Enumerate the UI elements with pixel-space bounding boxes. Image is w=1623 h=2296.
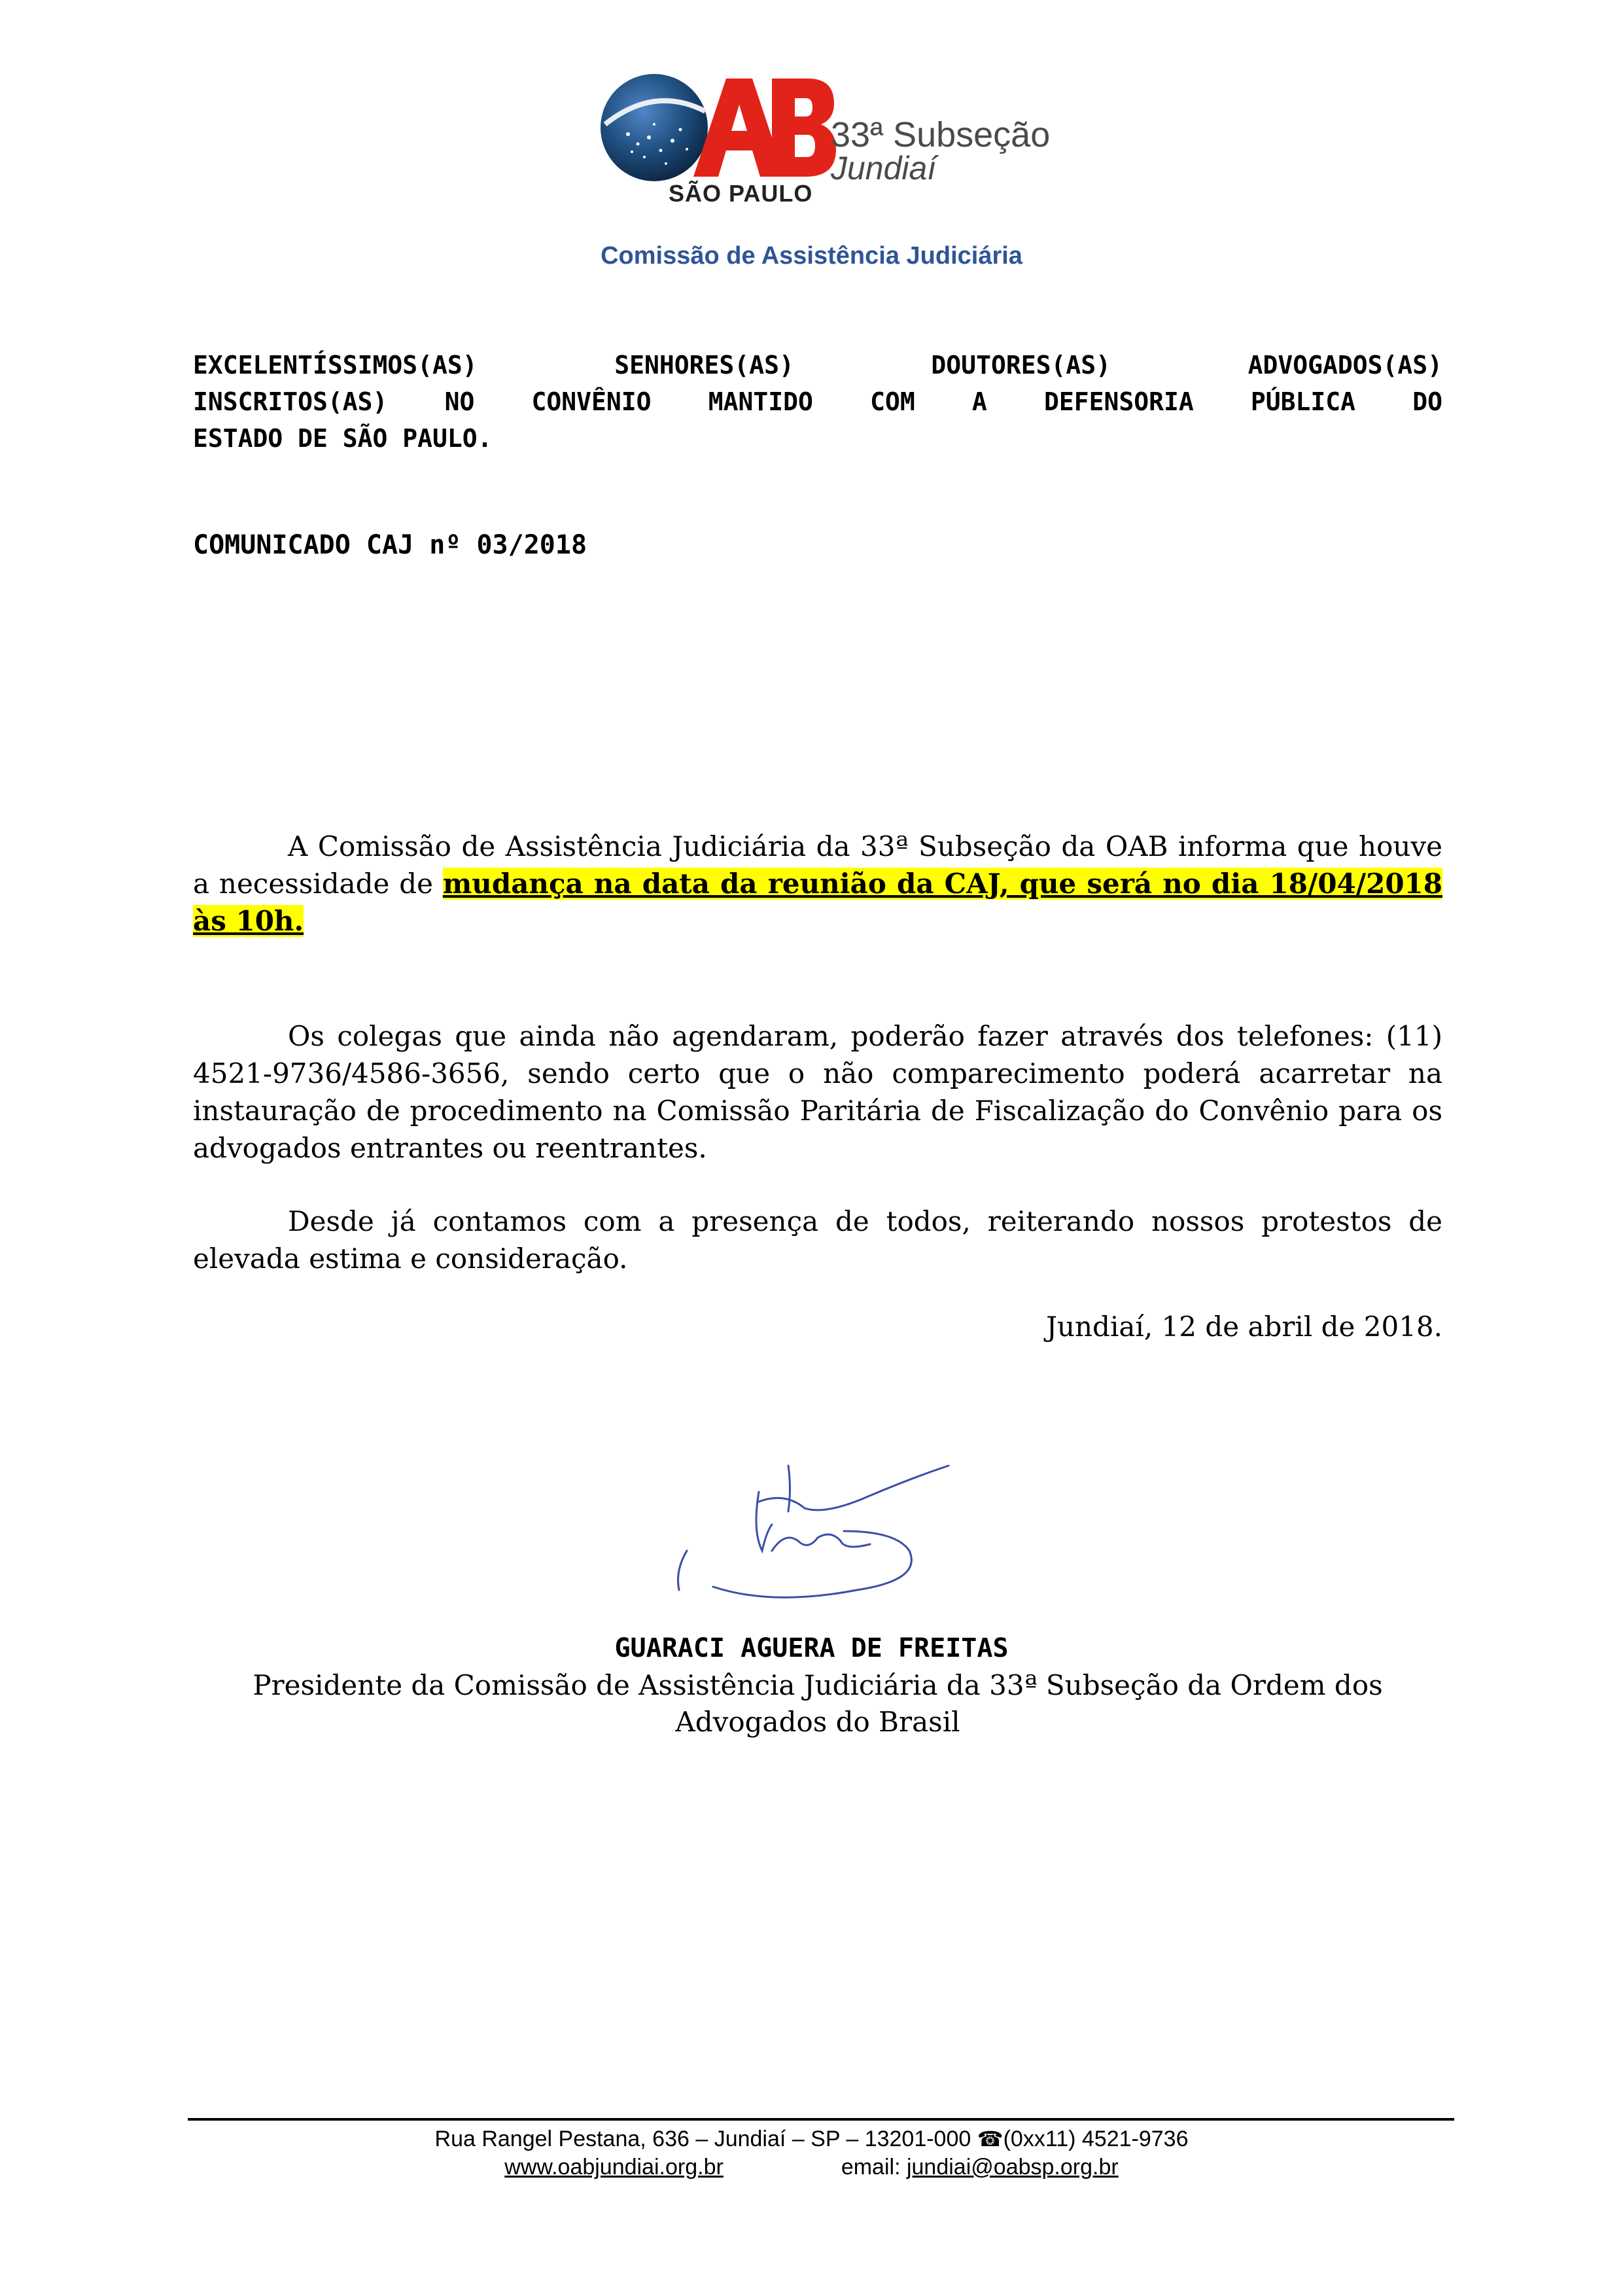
highlighted-meeting-date: mudança na data da reunião da CAJ, que será no dia 18/04/2018 às 10h. (193, 868, 1442, 937)
heading-line-2: INSCRITOS(AS) NO CONVÊNIO MANTIDO COM A DEFENSORIA PÚBLICA DO (193, 387, 1442, 416)
paragraph-closing: Desde já contamos com a presença de todos, reiterando nossos protestos de elevada estima e consideração. (193, 1205, 1442, 1275)
signer-title: Presidente da Comissão de Assistência Judiciária da 33ª Subseção da Ordem dos Advogados do Brasil (253, 1669, 1383, 1738)
telephone-icon: ☎ (977, 2127, 1003, 2151)
paragraph-intro: A Comissão de Assistência Judiciária da 33ª Subseção da OAB informa que houve a necessidade de (193, 830, 1442, 900)
oab-logo (589, 72, 1073, 209)
footer-links (0, 2155, 1623, 2180)
ab-letters (687, 72, 837, 183)
logo-subsection: 33ª Subseção (831, 115, 1051, 154)
logo-region: SÃO PAULO (669, 180, 813, 207)
email-link[interactable]: jundiai@oabsp.org.br (906, 2155, 1119, 2180)
handwritten-signature (674, 1453, 962, 1603)
signer-name: GUARACI AGUERA DE FREITAS (614, 1633, 1009, 1663)
date-line: Jundiaí, 12 de abril de 2018. (1046, 1311, 1442, 1343)
heading-line-1: EXCELENTÍSSIMOS(AS) SENHORES(AS) DOUTORES(AS) ADVOGADOS(AS) (193, 351, 1442, 380)
heading-line-3: ESTADO DE SÃO PAULO. (193, 424, 493, 453)
addressee-heading (193, 347, 1442, 457)
footer-address-text: Rua Rangel Pestana, 636 – Jundiaí – SP – 13201-000 (434, 2127, 977, 2151)
footer-address (0, 2127, 1623, 2152)
footer-phone: (0xx11) 4521-9736 (1003, 2127, 1189, 2151)
website-link[interactable]: www.oabjundiai.org.br (504, 2155, 724, 2180)
logo-city: Jundiaí (831, 150, 937, 186)
paragraph-scheduling: Os colegas que ainda não agendaram, poderão fazer através dos telefones: (11) 4521-9736/4586-3656, sendo certo que o não comparecimento poderá acarretar na instauração de procedimento na Comissão Paritária de Fiscalização do Convênio para os advogados entrantes ou reentrantes. (193, 1020, 1442, 1164)
comunicado-number: COMUNICADO CAJ nº 03/2018 (193, 530, 587, 560)
paragraph-meeting-change (193, 828, 1442, 940)
commission-title: Comissão de Assistência Judiciária (601, 242, 1022, 270)
footer-divider (188, 2118, 1454, 2121)
email-label: email: (841, 2155, 907, 2180)
